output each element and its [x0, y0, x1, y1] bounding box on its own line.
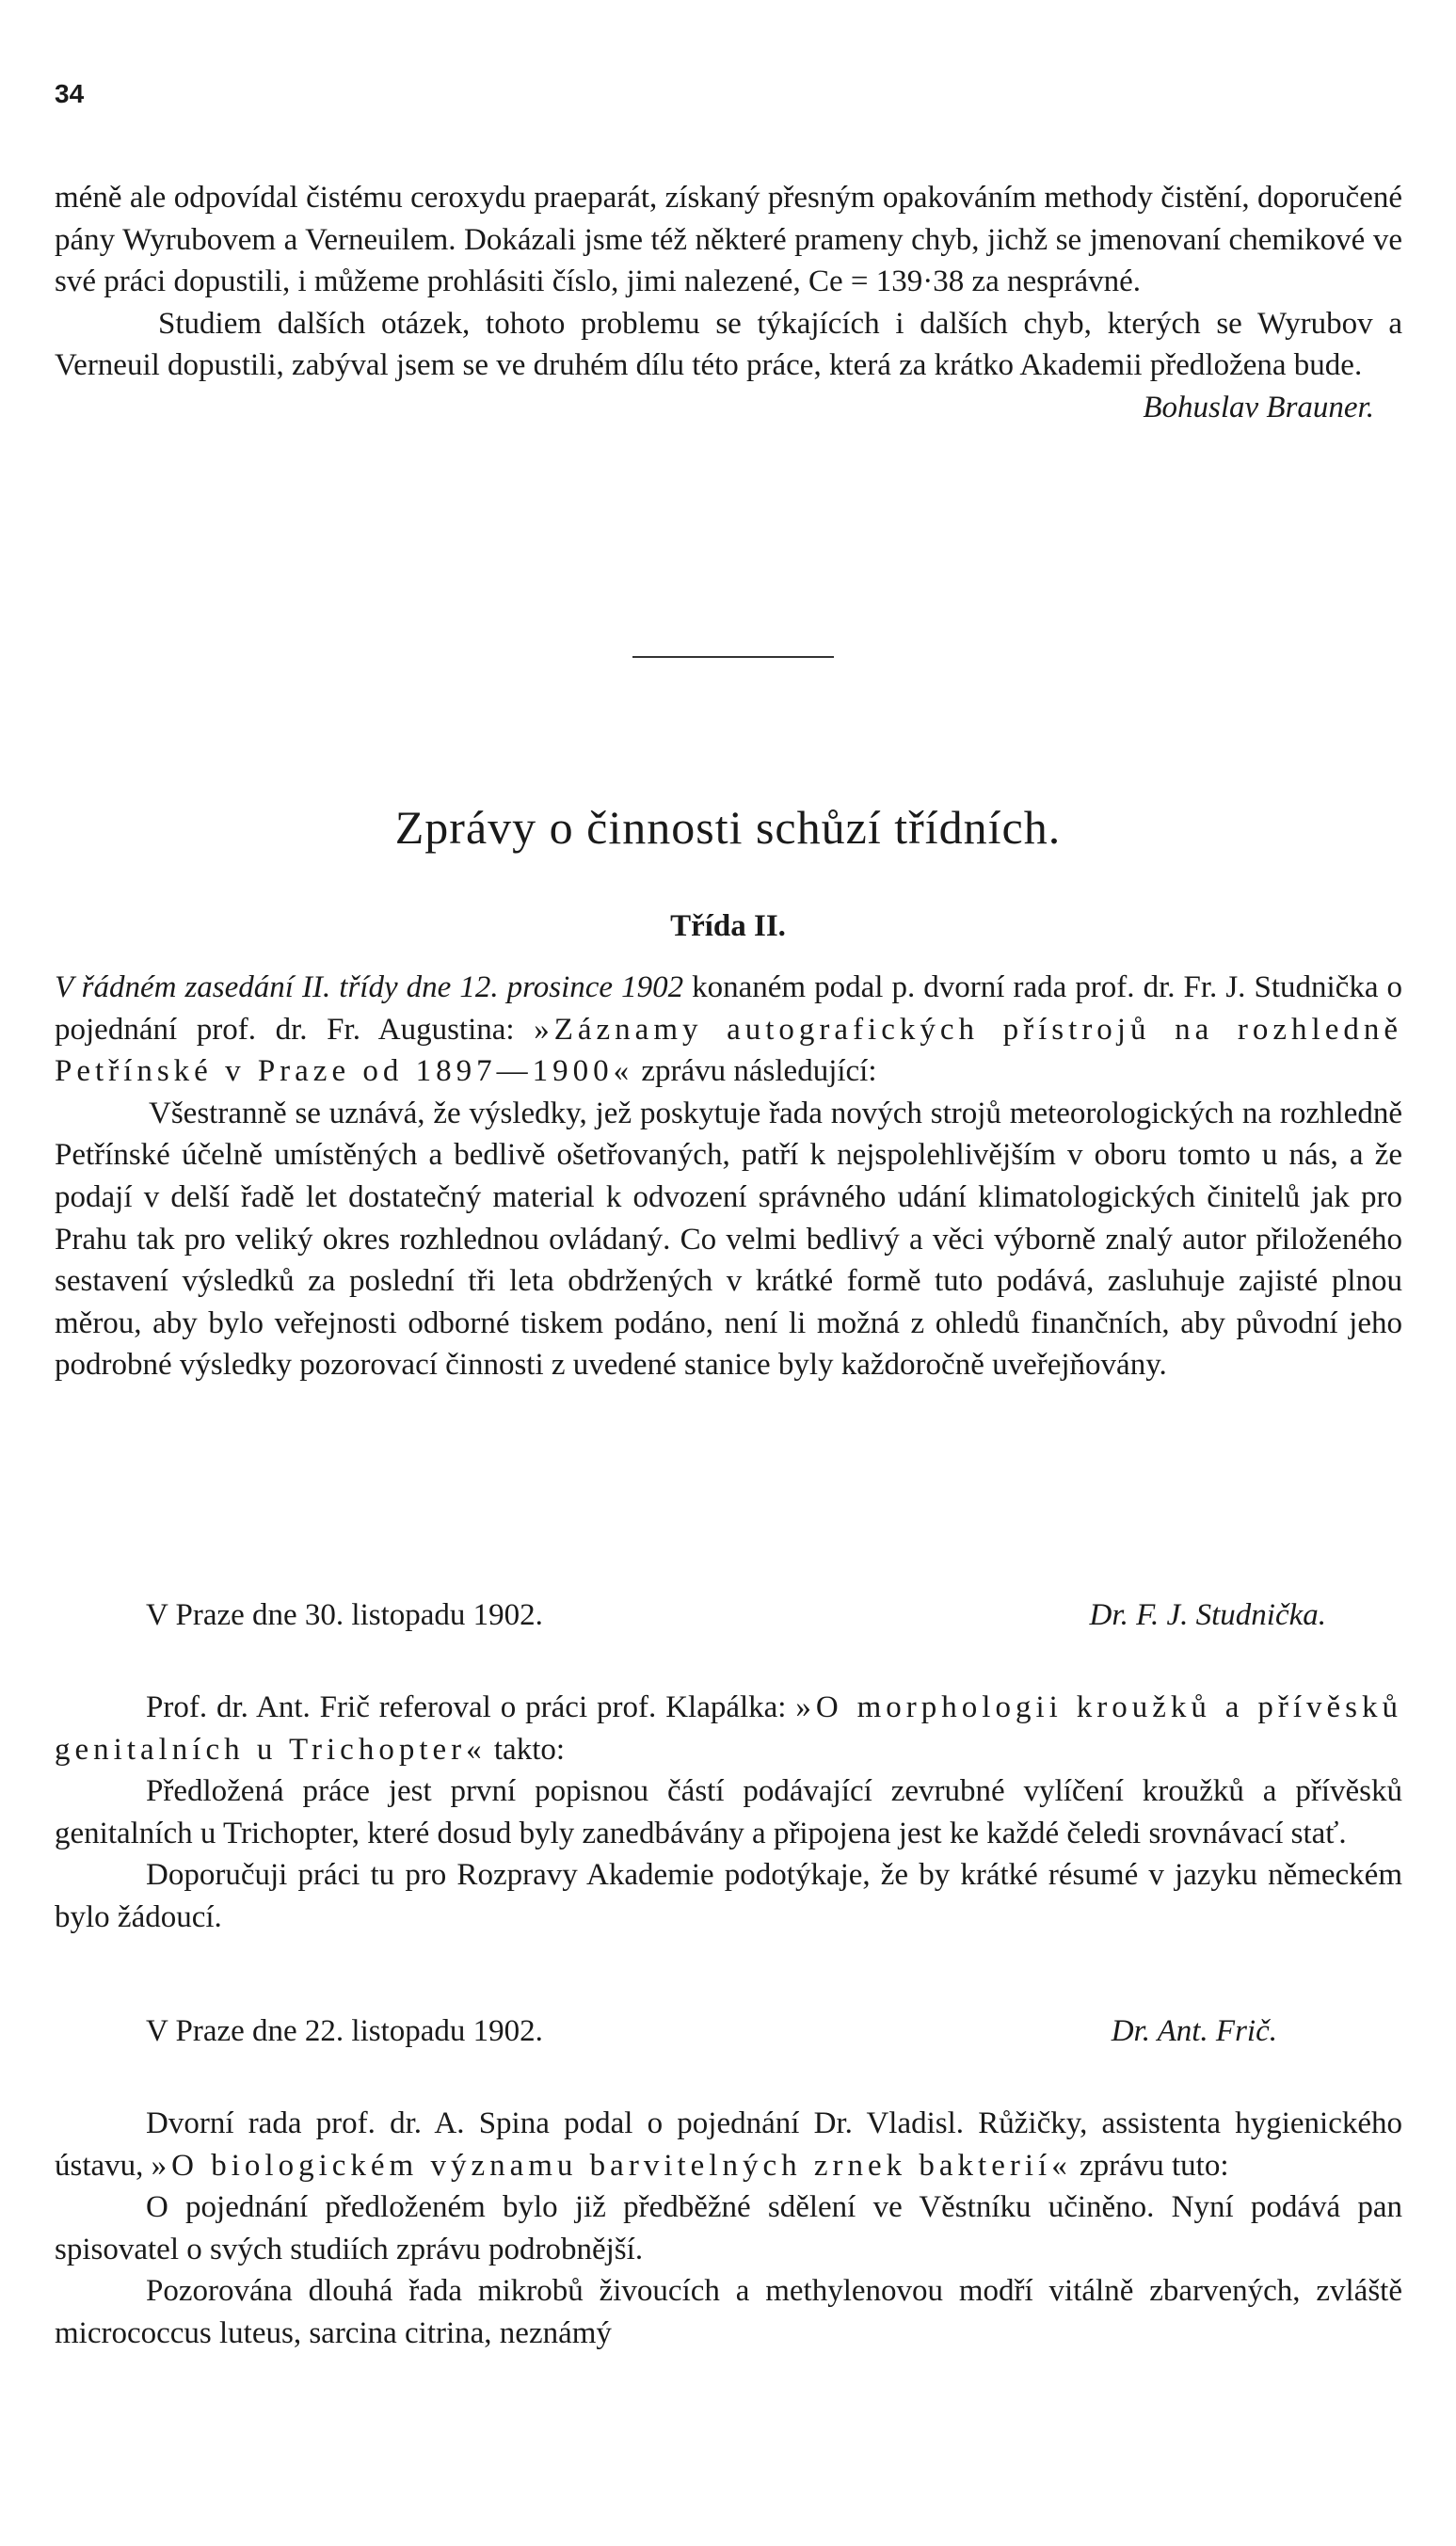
report3-intro1: Dvorní rada prof. dr. A. Spina podal o pojednání Dr. Vladisl. Růžičky, assistenta hygienického ústavu, — [55, 2106, 1402, 2183]
report1-body: Všestranně se uznává, že výsledky, jež poskytuje řada nových strojů meteorologických na rozhledně Petřínské účelně umístěných a bedlivě ošetřovaných, patří k nejspolehlivějším v oboru tomto u nás, a že podají v delší řadě let dostatečný material k odvození správného udání klimatologických činitelů jak pro Prahu tak pro veliký okres rozhlednou ovládaný. Co velmi bedlivý a věci výborně znalý autor přiloženého sestavení výsledků za poslední tři leta obdržených v krátké formě tuto podává, zasluhuje zajisté plnou měrou, aby bylo veřejnosti odborné tiskem podáno, není li možná z ohledů finančních, aby původní jeho podrobné výsledky pozorovací činnosti z uvedené stanice byly každoročně uveřejňovány. — [55, 1096, 1402, 1383]
section1-paragraph2: Studiem dalších otázek, tohoto problemu se týkajících i dalších chyb, kterých se Wyrubov a Verneuil dopustili, zabýval jsem se ve druhém dílu této práce, která za krátko Akademii předložena bude. — [55, 306, 1402, 383]
report3-body1: O pojednání předloženém bylo již předběžné sdělení ve Věstníku učiněno. Nyní podává pan spisovatel o svých studiích zprávu podrobnější. — [55, 2190, 1402, 2266]
report2-title: »O morphologii kroužků a přívěsků genitalních u Trichopter« — [55, 1690, 1402, 1767]
report2 — [55, 1687, 1402, 1939]
report1-intro-rest2: zprávu následující: — [633, 1054, 877, 1089]
report3-intro2: zprávu tuto: — [1071, 2148, 1229, 2183]
section1-paragraph1: méně ale odpovídal čistému ceroxydu praeparát, získaný přesným opakováním methody čistění, doporučené pány Wyrubovem a Verneuilem. Dokázali jsme též některé prameny chyb, jichž se jmenovaní chemikové ve své práci dopustili, i můžeme prohlásiti číslo, jimi nalezené, Ce = 139·38 za nesprávné. — [55, 181, 1402, 299]
report1-title: »Záznamy autografických přístrojů na rozhledně Petřínské v Praze od 1897—1900« — [55, 1012, 1402, 1089]
report2-intro — [55, 1687, 1402, 1770]
report1-signature: Dr. F. J. Studnička. — [1089, 1598, 1326, 1632]
section1-signature: Bohuslav Brauner. — [1143, 390, 1374, 424]
report1-intro — [55, 967, 1402, 1093]
report2-body1: Předložená práce jest první popisnou částí podávající zevrubné vylíčení kroužků a přívěsků genitalních u Trichopter, které dosud byly zanedbávány a připojena jest ke každé čeledi srovnávací stať. — [55, 1774, 1402, 1850]
report1-dateline — [146, 1598, 1369, 1633]
report2-signature: Dr. Ant. Frič. — [1111, 2014, 1277, 2048]
report2-intro1: Prof. dr. Ant. Frič referoval o práci prof. Klapálka: — [146, 1690, 796, 1724]
report1-intro-rest1: konaném podal p. dvorní rada prof. dr. Fr. J. Studnička o pojednání prof. dr. Fr. Augustina: — [55, 970, 1403, 1047]
report3-body2: Pozorována dlouhá řada mikrobů živoucích a methylenovou modří vitálně zbarvených, zvláště micrococcus luteus, sarcina citrina, neznámý — [55, 2274, 1402, 2350]
section1 — [55, 177, 1402, 429]
section-divider — [632, 656, 834, 658]
report2-body2: Doporučuji práci tu pro Rozpravy Akademie podotýkaje, že by krátké résumé v jazyku německém bylo žádoucí. — [55, 1858, 1402, 1934]
report2-dateline — [146, 2014, 1369, 2049]
report2-date: V Praze dne 22. listopadu 1902. — [146, 2014, 543, 2048]
report3-title: »O biologickém významu barvitelných zrnek bakterií« — [151, 2148, 1072, 2183]
report1-intro-italic: V řádném zasedání II. třídy dne 12. prosince 1902 — [55, 970, 684, 1004]
page-number: 34 — [55, 79, 85, 108]
report2-intro2: takto: — [486, 1732, 566, 1767]
class-subheading: Třída II. — [670, 909, 786, 943]
report1 — [55, 967, 1402, 1386]
section-heading: Zprávy o činnosti schůzí třídních. — [394, 801, 1062, 854]
report3 — [55, 2103, 1402, 2355]
report1-date: V Praze dne 30. listopadu 1902. — [146, 1598, 543, 1632]
report3-intro — [55, 2103, 1402, 2186]
